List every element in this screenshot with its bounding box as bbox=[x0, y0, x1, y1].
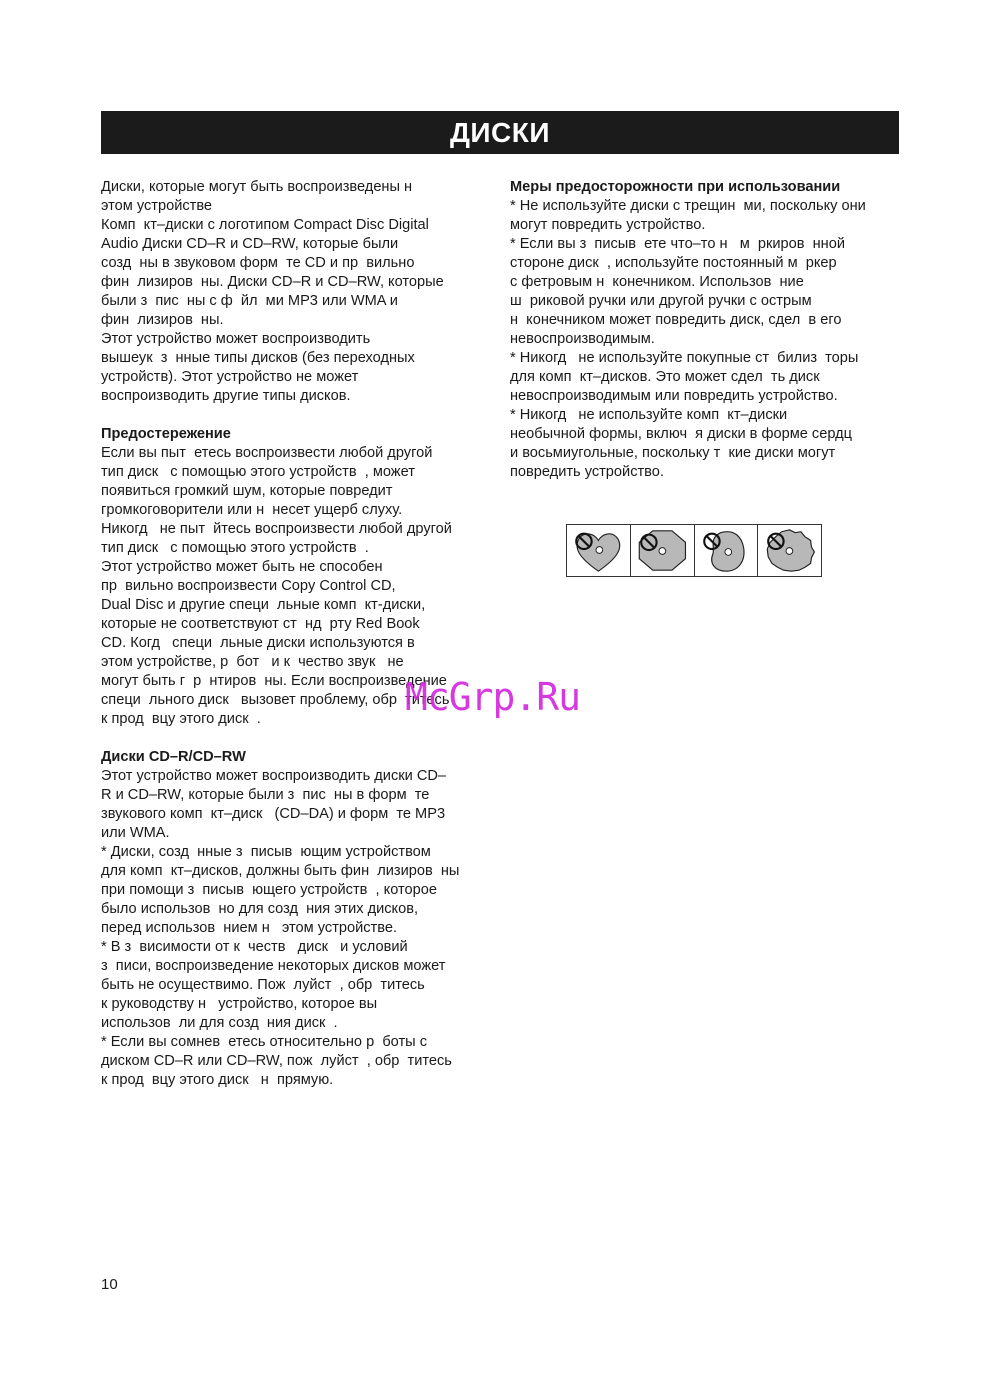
text-line: Комп кт–диски с логотипом Compact Disc Digital bbox=[101, 217, 429, 233]
paragraph-gap bbox=[101, 406, 491, 425]
text-line: к руководству н устройство, которое вы bbox=[101, 996, 378, 1012]
section-heading: Меры предосторожности при использовании bbox=[510, 179, 841, 195]
text-line: использов ли для созд ния диск . bbox=[101, 1015, 338, 1031]
text-line: повредить устройство. bbox=[510, 464, 664, 480]
text-line: диском CD–R или CD–RW, пож луйст , обр титесь bbox=[101, 1053, 452, 1069]
text-line: * В з висимости от к честв диск и условий bbox=[101, 939, 408, 955]
unusual-disc-illustration bbox=[566, 524, 822, 577]
watermark-logo: McGrp.Ru bbox=[405, 675, 581, 719]
text-line: тип диск с помощью этого устройств , может bbox=[101, 464, 415, 480]
text-line: Этот устройство может воспроизводить bbox=[101, 331, 371, 347]
text-line: этом устройстве bbox=[101, 198, 213, 214]
text-line: быть не осуществимо. Пож луйст , обр титесь bbox=[101, 977, 425, 993]
text-line: устройств). Этот устройство не может bbox=[101, 369, 359, 385]
text-line: н конечником может повредить диск, сдел в его bbox=[510, 312, 842, 328]
text-line: или WMA. bbox=[101, 825, 170, 841]
text-line: громкоговорители или н несет ущерб слуху. bbox=[101, 502, 403, 518]
text-line: специ льного диск вызовет проблему, обр титесь bbox=[101, 692, 450, 708]
text-line: созд ны в звуковом форм те CD и пр вильно bbox=[101, 255, 415, 271]
no-odd-shape-disc-icon bbox=[695, 525, 759, 576]
text-line: невоспроизводимым или повредить устройство. bbox=[510, 388, 838, 404]
text-line: * Никогд не используйте комп кт–диски bbox=[510, 407, 788, 423]
text-line: CD. Когд специ льные диски используются в bbox=[101, 635, 415, 651]
text-line: * Если вы з писыв ете что–то н м ркиров нной bbox=[510, 236, 845, 252]
text-line: которые не соответствуют ст нд рту Red Book bbox=[101, 616, 420, 632]
left-text-column bbox=[101, 178, 491, 1090]
no-octagon-disc-icon bbox=[631, 525, 695, 576]
text-line: с фетровым н конечником. Использов ние bbox=[510, 274, 804, 290]
section-heading: Диски CD–R/CD–RW bbox=[101, 749, 246, 765]
text-line: этом устройстве, р бот и к чество звук не bbox=[101, 654, 404, 670]
text-line: Этот устройство может воспроизводить диски CD– bbox=[101, 768, 447, 784]
text-line: тип диск с помощью этого устройств . bbox=[101, 540, 369, 556]
text-line: для комп кт–дисков. Это может сдел ть диск bbox=[510, 369, 820, 385]
text-line: * Если вы сомнев етесь относительно р боты с bbox=[101, 1034, 427, 1050]
right-text-column bbox=[510, 178, 910, 482]
text-line: пр вильно воспроизвести Copy Control CD, bbox=[101, 578, 396, 594]
page-title: ДИСКИ bbox=[449, 117, 550, 148]
text-line: Если вы пыт етесь воспроизвести любой другой bbox=[101, 445, 433, 461]
text-line: * Не используйте диски с трещин ми, поскольку они bbox=[510, 198, 866, 214]
text-line: при помощи з писыв ющего устройств , которое bbox=[101, 882, 437, 898]
paragraph-gap bbox=[101, 729, 491, 748]
text-line: ш риковой ручки или другой ручки с острым bbox=[510, 293, 812, 309]
text-line: * Диски, созд нные з писыв ющим устройством bbox=[101, 844, 431, 860]
text-line: Audio Диски CD–R и CD–RW, которые были bbox=[101, 236, 399, 252]
text-line: были з пис ны с ф йл ми MP3 или WMA и bbox=[101, 293, 398, 309]
text-line: для комп кт–дисков, должны быть фин лизиров ны bbox=[101, 863, 460, 879]
text-line: з писи, воспроизведение некоторых дисков может bbox=[101, 958, 446, 974]
text-line: появиться громкий шум, которые повредит bbox=[101, 483, 393, 499]
no-cracked-disc-icon bbox=[758, 525, 821, 576]
text-line: * Никогд не используйте покупные ст билиз торы bbox=[510, 350, 859, 366]
text-line: к прод вцу этого диск . bbox=[101, 711, 261, 727]
text-line: было использов но для созд ния этих дисков, bbox=[101, 901, 419, 917]
page-number: 10 bbox=[101, 1276, 118, 1293]
text-line: Никогд не пыт йтесь воспроизвести любой другой bbox=[101, 521, 452, 537]
text-line: Dual Disc и другие специ льные комп кт-диски, bbox=[101, 597, 426, 613]
text-line: стороне диск , используйте постоянный м ркер bbox=[510, 255, 837, 271]
text-line: звукового комп кт–диск (CD–DA) и форм те MP3 bbox=[101, 806, 446, 822]
text-line: фин лизиров ны. Диски CD–R и CD–RW, которые bbox=[101, 274, 444, 290]
text-line: R и CD–RW, которые были з пис ны в форм те bbox=[101, 787, 430, 803]
text-line: фин лизиров ны. bbox=[101, 312, 224, 328]
text-line: вышеук з нные типы дисков (без переходных bbox=[101, 350, 415, 366]
section-heading: Предостережение bbox=[101, 426, 231, 442]
text-line: могут быть г р нтиров ны. Если воспроизведение bbox=[101, 673, 447, 689]
text-line: воспроизводить другие типы дисков. bbox=[101, 388, 351, 404]
text-line: перед использов нием н этом устройстве. bbox=[101, 920, 398, 936]
text-line: необычной формы, включ я диски в форме сердц bbox=[510, 426, 852, 442]
text-line: невоспроизводимым. bbox=[510, 331, 655, 347]
text-line: к прод вцу этого диск н прямую. bbox=[101, 1072, 334, 1088]
no-heart-disc-icon bbox=[567, 525, 631, 576]
text-line: Этот устройство может быть не способен bbox=[101, 559, 383, 575]
text-line: Диски, которые могут быть воспроизведены н bbox=[101, 179, 413, 195]
section-title-banner bbox=[101, 111, 899, 154]
text-line: и восьмиугольные, поскольку т кие диски могут bbox=[510, 445, 836, 461]
text-line: могут повредить устройство. bbox=[510, 217, 706, 233]
